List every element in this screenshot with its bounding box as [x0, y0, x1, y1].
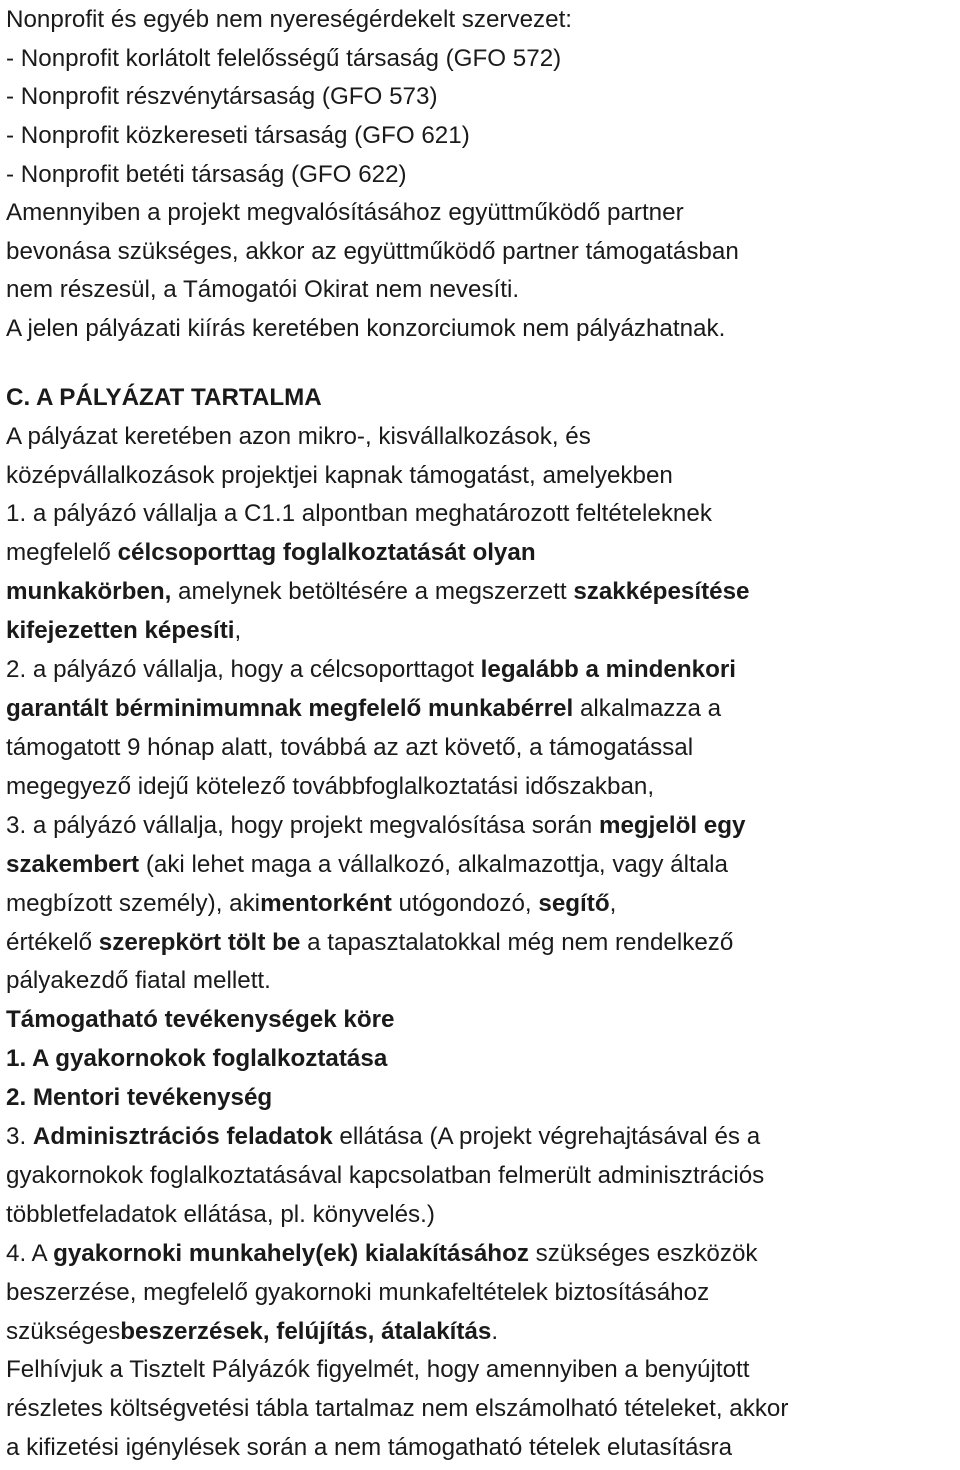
text: értékelő — [6, 929, 99, 956]
bold-text: gyakornoki munkahely(ek) kialakításához — [53, 1240, 529, 1267]
text: megegyező idejű kötelező továbbfoglalkoztatási időszakban, — [6, 773, 655, 800]
condition-3-line-5 — [6, 961, 271, 1000]
activity-3-line-2 — [6, 1156, 764, 1195]
activity-4-line-3 — [6, 1312, 498, 1351]
text: utógondozó, — [391, 890, 539, 917]
condition-3-line-3 — [6, 884, 616, 923]
bold-text: mentorként — [260, 890, 392, 917]
condition-2-line-3 — [6, 728, 693, 767]
activity-3-line-1 — [6, 1117, 760, 1156]
org-type-heading — [6, 0, 572, 39]
activity-1 — [6, 1039, 387, 1078]
gfo-621-item — [6, 116, 470, 155]
bold-text: 1. A gyakornokok foglalkoztatása — [6, 1045, 388, 1072]
gfo-622-item — [6, 155, 407, 194]
text: (aki lehet maga a vállalkozó, alkalmazottja, vagy általa — [139, 851, 728, 878]
partner-text-line-1 — [6, 193, 684, 232]
activity-4-line-1 — [6, 1234, 758, 1273]
activity-4-line-2 — [6, 1273, 709, 1312]
bold-text: legalább a mindenkori — [480, 656, 737, 683]
text: A jelen pályázati kiírás keretében konzorciumok nem pályázhatnak. — [6, 315, 726, 342]
condition-1-line-1 — [6, 494, 712, 533]
condition-2-line-4 — [6, 767, 654, 806]
section-c-heading — [6, 378, 322, 417]
text: Amennyiben a projekt megvalósításához együttműködő partner — [6, 199, 684, 226]
text: beszerzése, megfelelő gyakornoki munkafeltételek biztosításához — [6, 1279, 710, 1306]
activities-heading — [6, 1000, 395, 1039]
consortium-note — [6, 309, 725, 348]
intro-line-2 — [6, 456, 673, 495]
text: - Nonprofit betéti társaság (GFO 622) — [6, 161, 407, 188]
notice-line-3 — [6, 1428, 732, 1467]
text: a kifizetési igénylések során a nem támogatható tételek elutasításra — [6, 1434, 733, 1461]
condition-3-line-4 — [6, 923, 733, 962]
bold-text: C. A PÁLYÁZAT TARTALMA — [6, 384, 322, 411]
bold-text: szakembert — [6, 851, 140, 878]
text: 4. A — [6, 1240, 54, 1267]
text: - Nonprofit korlátolt felelősségű társaság (GFO 572) — [6, 45, 562, 72]
bold-text: kifejezetten képesíti — [6, 617, 235, 644]
partner-text-line-2 — [6, 232, 739, 271]
bold-text: szerepkört tölt be — [98, 929, 301, 956]
text: 2. a pályázó vállalja, hogy a célcsoporttagot — [6, 656, 481, 683]
text: többletfeladatok ellátása, pl. könyvelés.) — [6, 1201, 435, 1228]
condition-3-line-2 — [6, 845, 728, 884]
text: - Nonprofit közkereseti társaság (GFO 621) — [6, 122, 470, 149]
notice-line-1 — [6, 1350, 749, 1389]
text: Felhívjuk a Tisztelt Pályázók figyelmét, hogy amennyiben a benyújtott — [6, 1356, 750, 1383]
text: bevonása szükséges, akkor az együttműködő partner támogatásban — [6, 238, 739, 265]
bold-text: munkakörben, — [6, 578, 172, 605]
text: amelynek betöltésére a megszerzett — [171, 578, 574, 605]
condition-1-line-4 — [6, 611, 241, 650]
text: támogatott 9 hónap alatt, továbbá az azt követő, a támogatással — [6, 734, 694, 761]
text: Nonprofit és egyéb nem nyereségérdekelt szervezet: — [6, 6, 573, 33]
text: pályakezdő fiatal mellett. — [6, 967, 271, 994]
condition-1-line-3 — [6, 572, 749, 611]
text: , — [609, 890, 617, 917]
bold-text: 2. Mentori tevékenység — [6, 1084, 273, 1111]
text: 1. a pályázó vállalja a C1.1 alpontban meghatározott feltételeknek — [6, 500, 712, 527]
text: középvállalkozások projektjei kapnak támogatást, amelyekben — [6, 462, 673, 489]
intro-line-1 — [6, 417, 591, 456]
text: 3. a pályázó vállalja, hogy projekt megvalósítása során — [6, 812, 599, 839]
text: 3. — [6, 1123, 33, 1150]
condition-1-line-2 — [6, 533, 536, 572]
text: megbízott személy), aki — [6, 890, 261, 917]
text: megfelelő — [6, 539, 118, 566]
bold-text: Adminisztrációs feladatok — [32, 1123, 333, 1150]
activity-3-line-3 — [6, 1195, 435, 1234]
text: a tapasztalatokkal még nem rendelkező — [300, 929, 734, 956]
activity-2 — [6, 1078, 272, 1117]
notice-line-2 — [6, 1389, 788, 1428]
text: nem részesül, a Támogatói Okirat nem nevesíti. — [6, 276, 520, 303]
text: . — [491, 1318, 499, 1345]
text: alkalmazza a — [573, 695, 722, 722]
text: szükséges — [6, 1318, 121, 1345]
text: gyakornokok foglalkoztatásával kapcsolatban felmerült adminisztrációs — [6, 1162, 765, 1189]
condition-2-line-2 — [6, 689, 721, 728]
text: A pályázat keretében azon mikro-, kisvállalkozások, és — [6, 423, 591, 450]
partner-text-line-3 — [6, 270, 519, 309]
text: szükséges eszközök — [528, 1240, 758, 1267]
bold-text: segítő — [538, 890, 610, 917]
bold-text: Támogatható tevékenységek köre — [6, 1006, 395, 1033]
bold-text: szakképesítése — [573, 578, 750, 605]
gfo-572-item — [6, 39, 561, 78]
bold-text: célcsoporttag foglalkoztatását olyan — [117, 539, 536, 566]
condition-2-line-1 — [6, 650, 736, 689]
text: - Nonprofit részvénytársaság (GFO 573) — [6, 83, 438, 110]
condition-3-line-1 — [6, 806, 745, 845]
bold-text: megjelöl egy — [598, 812, 746, 839]
text: , — [234, 617, 242, 644]
text: részletes költségvetési tábla tartalmaz nem elszámolható tételeket, akkor — [6, 1395, 789, 1422]
bold-text: beszerzések, felújítás, átalakítás — [120, 1318, 492, 1345]
text: ellátása (A projekt végrehajtásával és a — [332, 1123, 761, 1150]
gfo-573-item — [6, 77, 438, 116]
bold-text: garantált bérminimumnak megfelelő munkabérrel — [6, 695, 574, 722]
